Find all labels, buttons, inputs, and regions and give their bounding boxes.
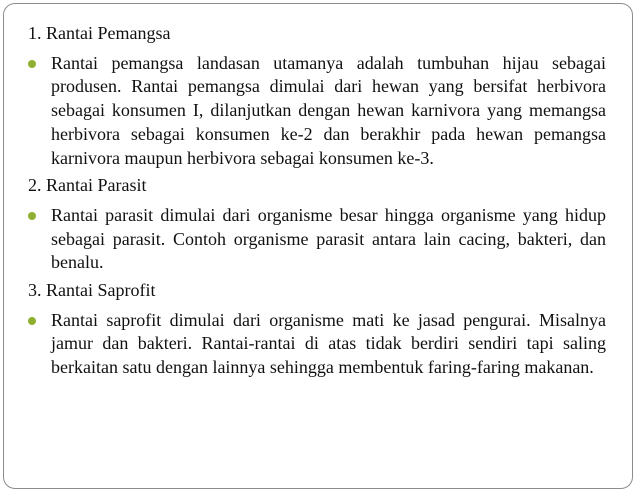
- bullet-dot-icon: [28, 212, 36, 220]
- bullet-text-2: Rantai parasit dimulai dari organisme besar hingga organisme yang hidup sebagai parasit. Contoh organisme parasit antara lain cacing, bakteri, dan benalu.: [51, 204, 606, 273]
- section-heading-2: 2. Rantai Parasit: [28, 175, 147, 196]
- slide-content: [28, 22, 606, 384]
- section-heading-1: 1. Rantai Pemangsa: [28, 23, 171, 43]
- bullet-item-3: [28, 309, 606, 380]
- section-heading-3: 3. Rantai Saprofit: [28, 280, 156, 301]
- bullet-item-1: [28, 52, 606, 171]
- bullet-text-3: Rantai saprofit dimulai dari organisme mati ke jasad pengurai. Misalnya jamur dan bakteri. Rantai-rantai di atas tidak berdiri sendiri tapi saling berkaitan satu dengan lainnya sehingga membentuk faring-faring makanan.: [51, 309, 606, 378]
- bullet-item-2: [28, 204, 606, 275]
- bullet-text-1: Rantai pemangsa landasan utamanya adalah tumbuhan hijau sebagai produsen. Rantai pemangsa dimulai dari hewan yang bersifat herbivora sebagai konsumen I, dilanjutkan dengan hewan karnivora yang memangsa herbivora sebagai konsumen ke-2 dan berakhir pada hewan pemangsa karnivora maupun herbivora sebagai konsumen ke-3.: [51, 52, 606, 168]
- bullet-dot-icon: [28, 317, 36, 325]
- bullet-dot-icon: [28, 60, 36, 68]
